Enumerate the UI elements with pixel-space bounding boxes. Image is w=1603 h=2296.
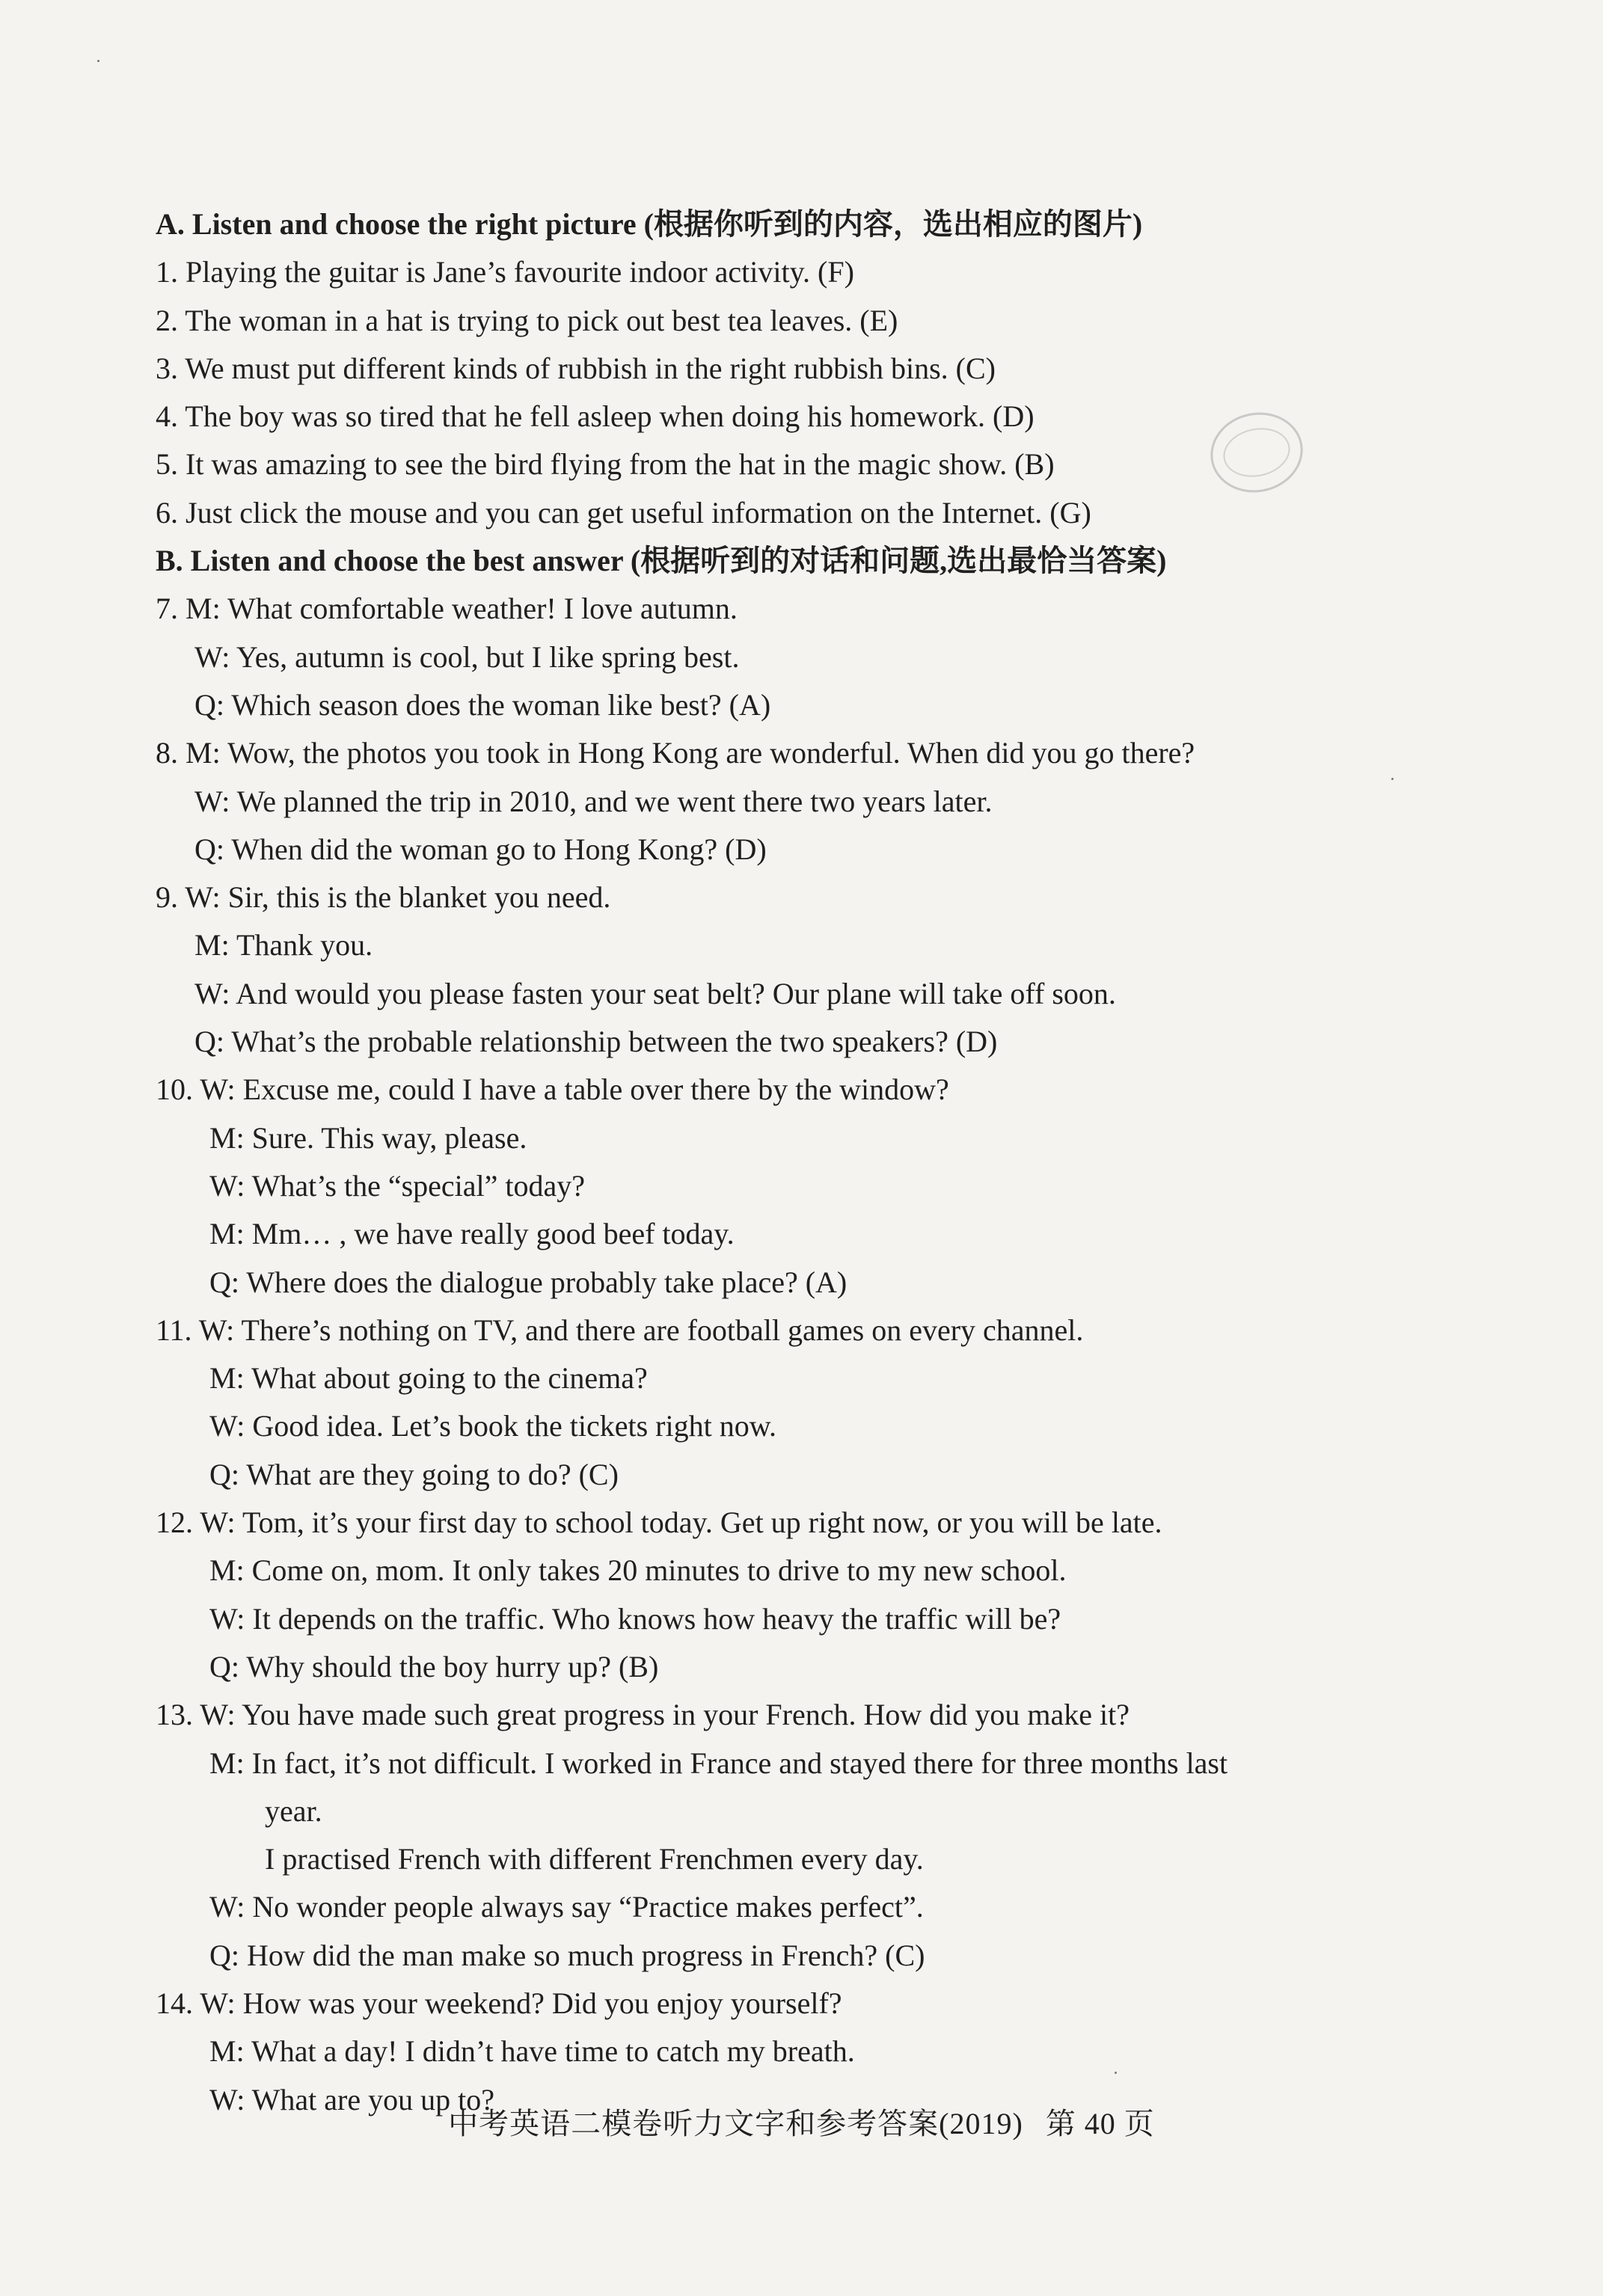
dialogue-8-question: Q: When did the woman go to Hong Kong? (D) — [194, 832, 767, 866]
dialogue-14-line: M: What a day! I didn’t have time to catch my breath. — [209, 2034, 855, 2069]
dialogue-13-line: year. — [265, 1793, 322, 1828]
answer-item-3: 3. We must put different kinds of rubbish in the right rubbish bins. (C) — [156, 351, 996, 385]
dialogue-9-line: M: Thank you. — [194, 928, 373, 963]
dialogue-13-line: W: No wonder people always say “Practice makes perfect”. — [209, 1890, 924, 1924]
dialogue-14-line: W: What are you up to? — [209, 2082, 494, 2117]
page-footer — [0, 2100, 1603, 2143]
dialogue-12-line: 12. W: Tom, it’s your first day to school today. Get up right now, or you will be late. — [156, 1505, 1162, 1540]
dialogue-11-question: Q: What are they going to do? (C) — [209, 1457, 619, 1491]
answer-item-5: 5. It was amazing to see the bird flying from the hat in the magic show. (B) — [156, 447, 1055, 482]
dialogue-7-question: Q: Which season does the woman like best? (A) — [194, 687, 771, 722]
dialogue-11-line: W: Good idea. Let’s book the tickets right now. — [209, 1409, 776, 1443]
dialogue-13-question: Q: How did the man make so much progress in French? (C) — [209, 1938, 925, 1972]
dialogue-11-line: 11. W: There’s nothing on TV, and there are football games on every channel. — [156, 1313, 1084, 1347]
answer-item-4: 4. The boy was so tired that he fell asleep when doing his homework. (D) — [156, 399, 1035, 434]
transcript-body — [156, 200, 1472, 2124]
dialogue-12-line: M: Come on, mom. It only takes 20 minutes to drive to my new school. — [209, 1553, 1067, 1588]
dialogue-9-line: W: And would you please fasten your seat belt? Our plane will take off soon. — [194, 976, 1116, 1010]
dialogue-8-line: W: We planned the trip in 2010, and we went there two years later. — [194, 784, 993, 818]
section-b-heading: B. Listen and choose the best answer (根据听到的对话和问题,选出最恰当答案) — [156, 544, 1167, 578]
dialogue-8-line: 8. M: Wow, the photos you took in Hong Kong are wonderful. When did you go there? — [156, 736, 1195, 770]
footer-title: 中考英语二模卷听力文字和参考答案(2019) — [448, 2107, 1023, 2140]
dialogue-13-line: 13. W: You have made such great progress in your French. How did you make it? — [156, 1698, 1130, 1732]
dialogue-10-line: M: Sure. This way, please. — [209, 1120, 527, 1155]
speck — [97, 60, 99, 62]
section-a-heading: A. Listen and choose the right picture (根据你听到的内容，选出相应的图片) — [156, 207, 1143, 241]
dialogue-10-line: 10. W: Excuse me, could I have a table over there by the window? — [156, 1072, 949, 1107]
dialogue-12-question: Q: Why should the boy hurry up? (B) — [209, 1649, 659, 1683]
page-number: 第 40 页 — [1045, 2107, 1155, 2140]
dialogue-13-line: M: In fact, it’s not difficult. I worked in France and stayed there for three months last — [209, 1746, 1228, 1780]
dialogue-13-line: I practised French with different Frenchmen every day. — [265, 1842, 924, 1876]
dialogue-11-line: M: What about going to the cinema? — [209, 1361, 648, 1396]
dialogue-7-line: W: Yes, autumn is cool, but I like spring best. — [194, 639, 740, 674]
dialogue-10-line: W: What’s the “special” today? — [209, 1168, 586, 1203]
dialogue-9-line: 9. W: Sir, this is the blanket you need. — [156, 880, 611, 915]
dialogue-12-line: W: It depends on the traffic. Who knows how heavy the traffic will be? — [209, 1601, 1061, 1636]
dialogue-14-line: 14. W: How was your weekend? Did you enjoy yourself? — [156, 1986, 842, 2020]
dialogue-7-line: 7. M: What comfortable weather! I love autumn. — [156, 592, 738, 626]
dialogue-10-question: Q: Where does the dialogue probably take place? (A) — [209, 1265, 848, 1299]
answer-item-6: 6. Just click the mouse and you can get useful information on the Internet. (G) — [156, 495, 1091, 530]
answer-item-2: 2. The woman in a hat is trying to pick out best tea leaves. (E) — [156, 303, 898, 337]
dialogue-9-question: Q: What’s the probable relationship between the two speakers? (D) — [194, 1025, 998, 1059]
answer-item-1: 1. Playing the guitar is Jane’s favourite indoor activity. (F) — [156, 255, 854, 289]
dialogue-10-line: M: Mm… , we have really good beef today. — [209, 1217, 735, 1251]
